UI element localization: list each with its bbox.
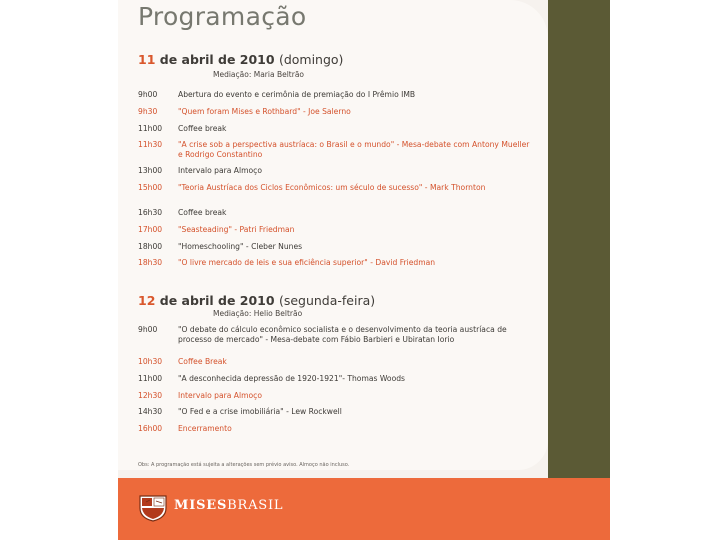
schedule-description: "Quem foram Mises e Rothbard" - Joe Salerno bbox=[178, 107, 351, 116]
day1-heading bbox=[138, 52, 343, 67]
footer-bar bbox=[118, 478, 610, 540]
schedule-description: "O Fed e a crise imobiliária" - Lew Rockwell bbox=[178, 407, 342, 416]
schedule-description: "Seasteading" - Patri Friedman bbox=[178, 225, 295, 234]
schedule-description: Coffee break bbox=[178, 124, 227, 133]
schedule-time: 17h00 bbox=[138, 225, 163, 234]
mises-shield-icon bbox=[138, 494, 168, 522]
day2-number: 12 bbox=[138, 293, 156, 308]
day1-moderation: Mediação: Maria Beltrão bbox=[213, 70, 305, 79]
schedule-time: 15h00 bbox=[138, 183, 163, 192]
olive-side-band bbox=[548, 0, 610, 478]
schedule-time: 18h30 bbox=[138, 258, 163, 267]
schedule-description: Abertura do evento e cerimônia de premiação do I Prêmio IMB bbox=[178, 90, 416, 99]
day1-date: de abril de 2010 bbox=[155, 52, 279, 67]
logo-text-brasil: BRASIL bbox=[227, 498, 284, 513]
schedule-description: Intervalo para Almoço bbox=[178, 166, 262, 175]
schedule-time: 11h30 bbox=[138, 140, 163, 149]
disclaimer-note: Obs: A programação está sujeita a alterações sem prévio aviso. Almoço não incluso. bbox=[138, 462, 350, 468]
logo-text-mises: MISES bbox=[174, 498, 228, 513]
schedule-description: "A desconhecida depressão de 1920-1921"- Thomas Woods bbox=[178, 374, 405, 383]
schedule-description: "O livre mercado de leis e sua eficiência superior" - David Friedman bbox=[178, 258, 436, 267]
schedule-description: Encerramento bbox=[178, 424, 232, 433]
schedule-description: Coffee Break bbox=[178, 357, 227, 366]
day2-date: de abril de 2010 bbox=[155, 293, 279, 308]
schedule-time: 9h00 bbox=[138, 90, 158, 99]
day2-heading bbox=[138, 293, 375, 308]
schedule-time: 11h00 bbox=[138, 124, 163, 133]
mises-brasil-logo bbox=[174, 498, 283, 513]
page-title: Programação bbox=[138, 2, 307, 31]
schedule-time: 16h00 bbox=[138, 424, 163, 433]
schedule-description: Intervalo para Almoço bbox=[178, 391, 262, 400]
day2-weekday: (segunda-feira) bbox=[278, 293, 376, 308]
schedule-time: 13h00 bbox=[138, 166, 163, 175]
schedule-time: 18h00 bbox=[138, 242, 163, 251]
schedule-description: "O debate do cálculo econômico socialista e o desenvolvimento da teoria austríaca de processo de mercado" - Mesa-debate com Fábio Barbieri e Ubiratan Iorio bbox=[178, 325, 507, 344]
schedule-time: 12h30 bbox=[138, 391, 163, 400]
schedule-description: "A crise sob a perspectiva austríaca: o Brasil e o mundo" - Mesa-debate com Antony Mueller e Rodrigo Constantino bbox=[178, 140, 530, 159]
schedule-description: Coffee break bbox=[178, 208, 227, 217]
schedule-description: "Homeschooling" - Cleber Nunes bbox=[178, 242, 303, 251]
schedule-time: 16h30 bbox=[138, 208, 163, 217]
schedule-time: 14h30 bbox=[138, 407, 163, 416]
schedule-time: 9h00 bbox=[138, 325, 158, 334]
schedule-time: 10h30 bbox=[138, 357, 163, 366]
day1-number: 11 bbox=[138, 52, 156, 67]
schedule-time: 9h30 bbox=[138, 107, 158, 116]
schedule-description: "Teoria Austríaca dos Ciclos Econômicos: um século de sucesso" - Mark Thornton bbox=[178, 183, 486, 192]
day1-weekday: (domingo) bbox=[278, 52, 344, 67]
schedule-time: 11h00 bbox=[138, 374, 163, 383]
program-page bbox=[118, 0, 610, 540]
day2-moderation: Mediação: Helio Beltrão bbox=[213, 309, 303, 318]
